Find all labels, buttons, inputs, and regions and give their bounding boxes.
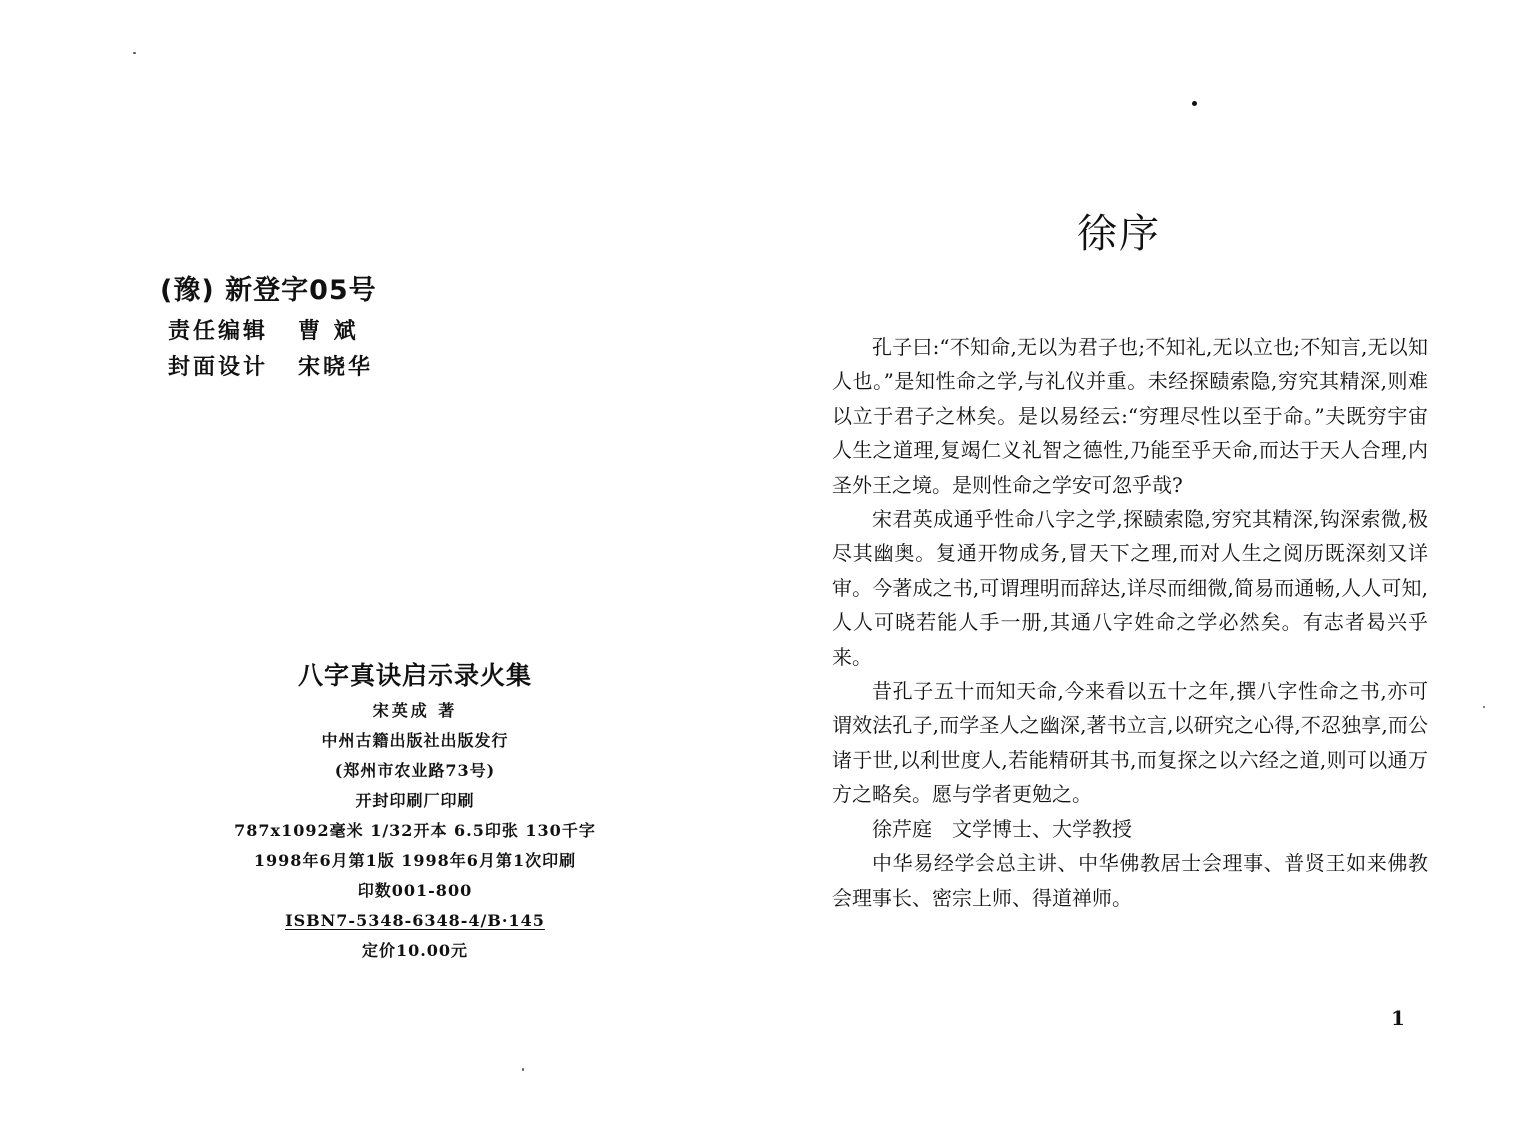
print-run-line: 印数001-800 xyxy=(357,881,473,900)
isbn-line xyxy=(190,906,640,936)
signature-titles: 文学博士、大学教授 xyxy=(952,816,1132,841)
page-number: 1 xyxy=(1391,1006,1405,1030)
scan-speck xyxy=(522,1068,524,1071)
scan-speck xyxy=(1192,101,1197,106)
scan-speck xyxy=(133,52,136,54)
book-title: 八字真诀启示录火集 xyxy=(297,661,532,690)
credit-editor xyxy=(168,314,359,345)
price-line: 定价10.00元 xyxy=(361,941,469,960)
registration-code: (豫) 新登字05号 xyxy=(160,275,377,306)
colophon xyxy=(190,656,640,966)
preface-paragraph: 孔子曰:“不知命,无以为君子也;不知礼,无以立也;不知言,无以知人也。”是知性命之学,与礼仪并重。未经探赜索隐,穷究其精深,则难以立于君子之林矣。是以易经云:“穷理尽性以至于命。”夫既穷宇宙人生之道理,复竭仁义礼智之德性,乃能至乎天命,而达于天人合理,内圣外王之境。是则性命之学安可忽乎哉? xyxy=(832,335,1428,497)
format-line: 787x1092毫米 1/32开本 6.5印张 130千字 xyxy=(234,821,596,840)
right-page xyxy=(757,0,1514,1122)
signature-name: 徐芹庭 xyxy=(872,816,932,841)
preface-paragraph: 宋君英成通乎性命八字之学,探赜索隐,穷究其精深,钩深索微,极尽其幽奥。复通开物成务,冒天下之理,而对人生之阅历既深刻又详审。今著成之书,可谓理明而辞达,详尽而细微,简易而通畅,人人可知,人人可晓若能人手一册,其通八字姓命之学必然矣。有志者曷兴乎来。 xyxy=(832,507,1428,669)
credit-cover-design xyxy=(168,350,373,381)
signature-affiliations: 中华易经学会总主讲、中华佛教居士会理事、普贤王如来佛教会理事长、密宗上师、得道禅师。 xyxy=(832,851,1428,910)
scan-speck xyxy=(1483,706,1485,708)
credit-role: 封面设计 xyxy=(168,354,269,380)
address-line: (郑州市农业路73号) xyxy=(334,761,496,780)
credit-role: 责任编辑 xyxy=(168,318,269,344)
isbn-text: ISBN7-5348-6348-4/B·145 xyxy=(285,911,545,930)
publisher-line: 中州古籍出版社出版发行 xyxy=(321,731,509,750)
credit-person: 曹 斌 xyxy=(298,318,359,344)
preface-body xyxy=(832,330,1428,915)
credit-person: 宋晓华 xyxy=(298,354,374,380)
edition-line: 1998年6月第1版 1998年6月第1次印刷 xyxy=(253,851,577,870)
author-line: 宋英成 著 xyxy=(372,701,458,720)
preface-paragraph: 昔孔子五十而知天命,今来看以五十之年,撰八字性命之书,亦可谓效法孔子,而学圣人之幽深,著书立言,以研究之心得,不忍独享,而公诸于世,以利世度人,若能精研其书,而复探之以六经之道,则可以通万方之略矣。愿与学者更勉之。 xyxy=(832,679,1428,807)
signature-line xyxy=(832,812,1428,846)
printer-line: 开封印刷厂印刷 xyxy=(355,791,475,810)
preface-title: 徐序 xyxy=(1077,211,1161,257)
